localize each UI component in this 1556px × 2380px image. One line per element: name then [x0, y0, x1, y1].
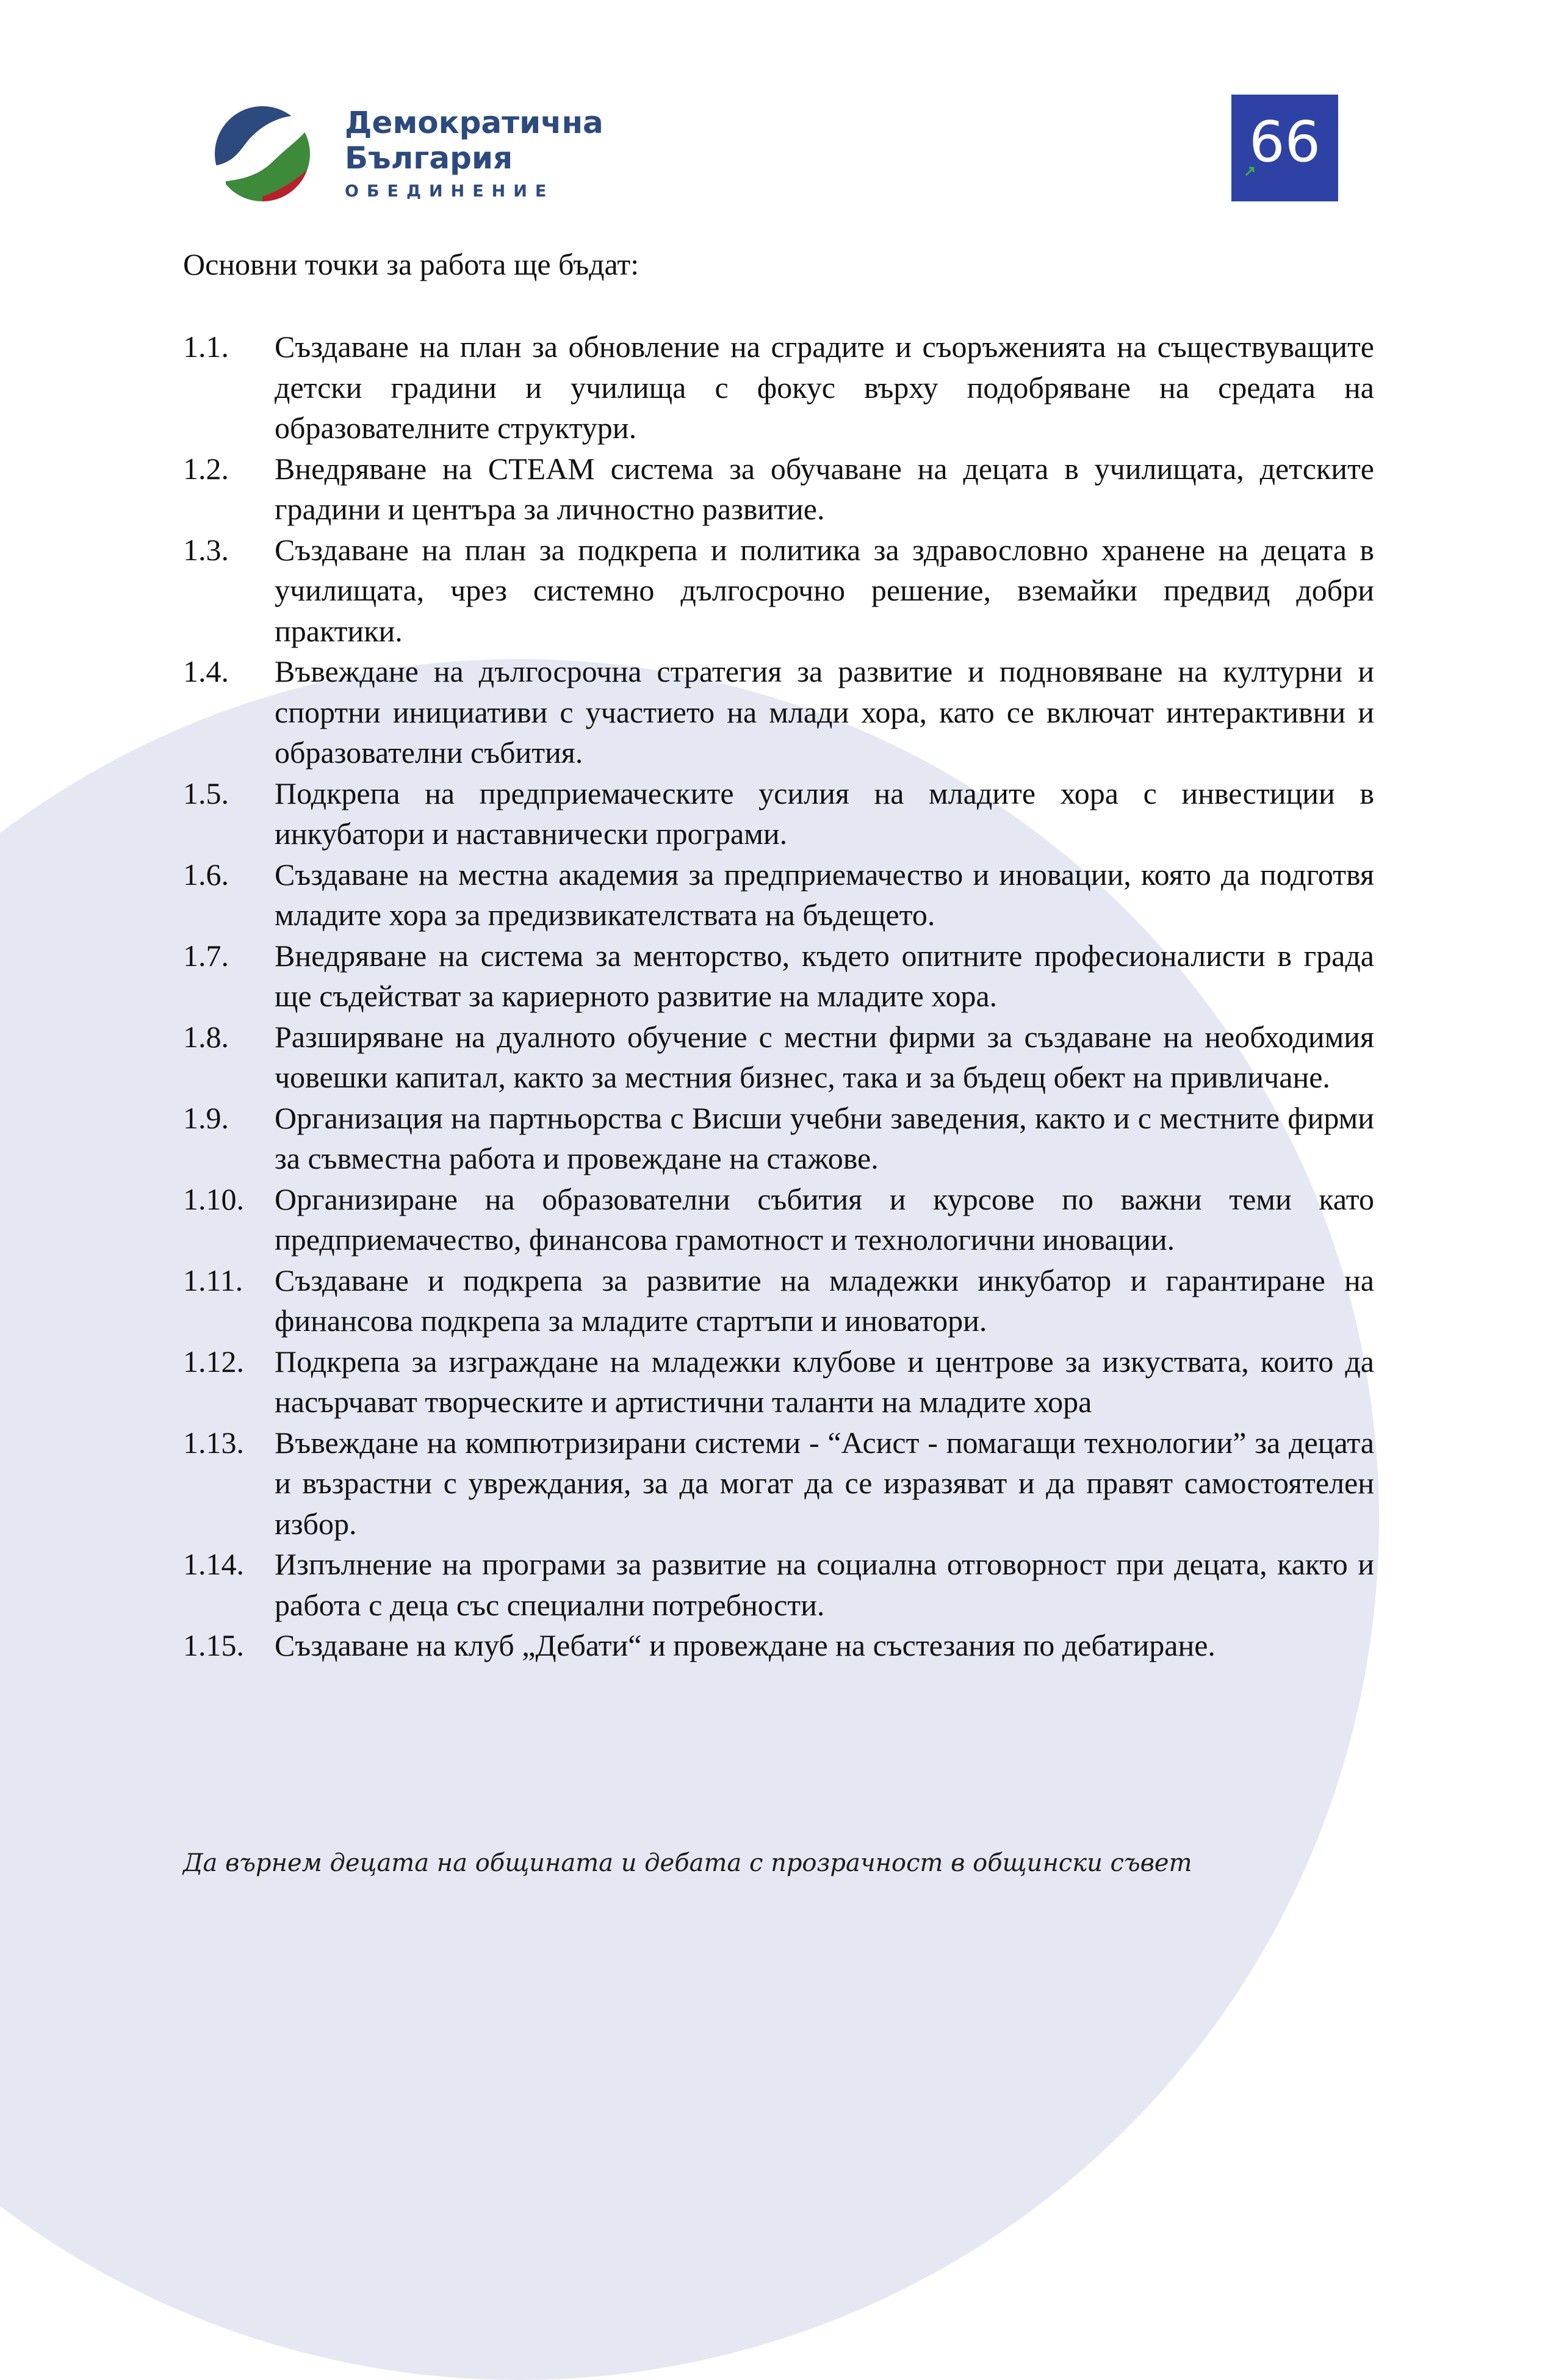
item-number: 1.1.	[183, 330, 229, 364]
item-number: 1.3.	[183, 532, 229, 567]
item-text: Подкрепа за изграждане на младежки клубове и центрове за изкуствата, които да насърчават творческите и артистични таланти на младите хора	[275, 1344, 1374, 1419]
list-item	[183, 1098, 1374, 1179]
list-item	[183, 1341, 1374, 1423]
footer-slogan: Да върнем децата на общината и дебата с прозрачност в общински съвет	[183, 1849, 1192, 1877]
item-text: Внедряване на система за менторство, където опитните професионалисти в града ще съдействат за кариерното развитие на младите хора.	[275, 938, 1374, 1013]
list-item	[183, 1544, 1374, 1625]
item-number: 1.13.	[183, 1425, 244, 1460]
intro-text: Основни точки за работа ще бъдат:	[183, 247, 639, 281]
item-text: Създаване на клуб „Дебати“ и провеждане на състезания по дебатиране.	[275, 1628, 1216, 1662]
item-number: 1.4.	[183, 654, 229, 688]
list-item	[183, 773, 1374, 854]
page-number-badge	[1231, 95, 1338, 201]
item-text: Изпълнение на програми за развитие на социална отговорност при децата, както и работа с деца със специални потребности.	[275, 1547, 1374, 1622]
logo-line-1: Демократична	[345, 105, 603, 140]
item-number: 1.11.	[183, 1263, 243, 1297]
item-text: Създаване на местна академия за предприемачество и иновации, която да подготвя младите хора за предизвикателствата на бъдещето.	[275, 857, 1374, 932]
logo-line-2: България	[345, 140, 513, 176]
list-item	[183, 1260, 1374, 1341]
list-item	[183, 1179, 1374, 1260]
item-text: Организация на партньорства с Висши учебни заведения, както и с местните фирми за съвместна работа и провеждане на стажове.	[275, 1100, 1374, 1175]
item-number: 1.8.	[183, 1019, 229, 1054]
list-item	[183, 854, 1374, 936]
item-number: 1.5.	[183, 776, 229, 810]
item-text: Създаване на план за обновление на сградите и съоръженията на съществуващите детски градини и училища с фокус върху подобряване на средата на образователните структури.	[275, 330, 1374, 445]
item-text: Въвеждане на дългосрочна стратегия за развитие и подновяване на културни и спортни инициативи с участието на млади хора, като се включат интерактивни и образователни събития.	[275, 654, 1374, 770]
item-number: 1.10.	[183, 1181, 244, 1216]
item-text: Създаване и подкрепа за развитие на младежки инкубатор и гарантиране на финансова подкрепа за младите стартъпи и иноватори.	[275, 1263, 1374, 1338]
item-text: Въвеждане на компютризирани системи - “Асист - помагащи технологии” за децата и възрастни с увреждания, за да могат да се изразяват и да правят самостоятелен избор.	[275, 1425, 1374, 1541]
logo-subtitle: ОБЕДИНЕНИЕ	[345, 182, 555, 201]
list-item	[183, 530, 1374, 652]
item-number: 1.15.	[183, 1628, 244, 1662]
points-list	[183, 326, 1374, 1666]
page-number: 66	[1248, 109, 1321, 175]
arrow-up-right-icon	[1245, 165, 1256, 176]
list-item	[183, 1625, 1374, 1666]
party-logo-icon	[214, 105, 311, 203]
item-number: 1.9.	[183, 1100, 229, 1135]
item-number: 1.14.	[183, 1547, 244, 1581]
item-text: Внедряване на СТЕАМ система за обучаване на децата в училищата, детските градини и центъра за личностно развитие.	[275, 451, 1374, 526]
list-item	[183, 1423, 1374, 1545]
item-text: Разширяване на дуалното обучение с местни фирми за създаване на необходимия човешки капитал, както за местния бизнес, така и за бъдещ обект на привличане.	[275, 1019, 1374, 1094]
item-number: 1.7.	[183, 938, 229, 973]
list-item	[183, 936, 1374, 1017]
list-item	[183, 449, 1374, 530]
list-item	[183, 1017, 1374, 1098]
list-item	[183, 651, 1374, 773]
item-text: Създаване на план за подкрепа и политика за здравословно хранене на децата в училищата, чрез системно дългосрочно решение, вземайки предвид добри практики.	[275, 532, 1374, 648]
item-number: 1.6.	[183, 857, 229, 892]
item-text: Подкрепа на предприемаческите усилия на младите хора с инвестиции в инкубатори и наставнически програми.	[275, 776, 1374, 851]
item-number: 1.2.	[183, 451, 229, 486]
item-text: Организиране на образователни събития и курсове по важни теми като предприемачество, финансова грамотност и технологични иновации.	[275, 1181, 1374, 1257]
list-item	[183, 326, 1374, 449]
party-logo-text	[345, 105, 603, 201]
item-number: 1.12.	[183, 1344, 244, 1379]
